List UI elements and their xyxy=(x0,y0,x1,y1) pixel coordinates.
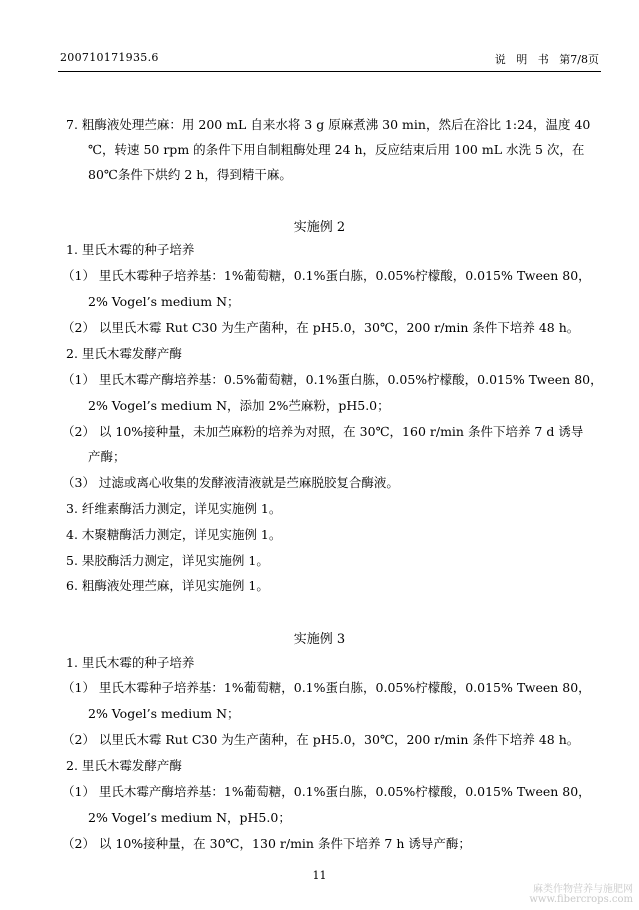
text-line: 2% Vogel’s medium N； xyxy=(88,294,240,309)
section-title-example-3: 实施例 3 xyxy=(293,632,346,647)
text-line: （1） 里氏木霉产酶培养基：0.5%葡萄糖，0.1%蛋白胨，0.05%柠檬酸，0.015% Tween 80， xyxy=(62,372,603,387)
header-label-2: 明 xyxy=(516,53,528,66)
text-line: （3） 过滤或离心收集的发酵液清液就是苎麻脱胶复合酶液。 xyxy=(62,475,399,490)
watermark-line-1: 麻类作物营养与施肥网 xyxy=(533,884,633,895)
text-line: ℃，转速 50 rpm 的条件下用自制粗酶处理 24 h，反应结束后用 100 mL 水洗 5 次，在 xyxy=(88,142,585,157)
text-line: 1. 里氏木霉的种子培养 xyxy=(66,655,195,670)
page-info: 第7/8页 xyxy=(559,53,599,66)
text-line: （2） 以里氏木霉 Rut C30 为生产菌种，在 pH5.0，30℃，200 r/min 条件下培养 48 h。 xyxy=(62,732,580,747)
text-line: 3. 纤维素酶活力测定，详见实施例 1。 xyxy=(66,501,282,516)
text-line: （2） 以 10%接种量，在 30℃，130 r/min 条件下培养 7 h 诱导产酶； xyxy=(62,836,471,851)
watermark-line-2: www.fibercrops.com xyxy=(529,894,633,905)
text-line: （2） 以 10%接种量，未加苎麻粉的培养为对照，在 30℃，160 r/min 条件下培养 7 d 诱导 xyxy=(62,424,584,439)
text-line: （2） 以里氏木霉 Rut C30 为生产菌种，在 pH5.0，30℃，200 r/min 条件下培养 48 h。 xyxy=(62,320,580,335)
text-line: 6. 粗酶液处理苎麻，详见实施例 1。 xyxy=(66,578,269,593)
text-line: 2% Vogel’s medium N，添加 2%苎麻粉，pH5.0； xyxy=(88,398,390,413)
text-line: 1. 里氏木霉的种子培养 xyxy=(66,242,195,257)
text-line: （1） 里氏木霉种子培养基：1%葡萄糖，0.1%蛋白胨，0.05%柠檬酸，0.015% Tween 80， xyxy=(62,268,591,283)
text-line: 2% Vogel’s medium N； xyxy=(88,706,240,721)
page-number: 11 xyxy=(312,869,327,882)
header-right xyxy=(488,51,599,67)
text-line: （1） 里氏木霉种子培养基：1%葡萄糖，0.1%蛋白胨，0.05%柠檬酸，0.015% Tween 80， xyxy=(62,680,591,695)
text-line: 5. 果胶酶活力测定，详见实施例 1。 xyxy=(66,553,269,568)
text-line: 产酶； xyxy=(88,449,126,464)
doc-number: 200710171935.6 xyxy=(60,51,159,64)
header-label-1: 说 xyxy=(494,53,506,66)
section-title-example-2: 实施例 2 xyxy=(293,220,346,235)
page-header xyxy=(60,51,599,69)
text-line: （1） 里氏木霉产酶培养基：1%葡萄糖，0.1%蛋白胨，0.05%柠檬酸，0.015% Tween 80， xyxy=(62,784,591,799)
text-line: 4. 木聚糖酶活力测定，详见实施例 1。 xyxy=(66,527,282,542)
header-label-3: 书 xyxy=(537,53,549,66)
text-line: 2% Vogel’s medium N，pH5.0； xyxy=(88,810,291,825)
text-line: 7. 粗酶液处理苎麻：用 200 mL 自来水将 3 g 原麻煮沸 30 min，然后在浴比 1:24，温度 40 xyxy=(66,117,591,132)
text-line: 2. 里氏木霉发酵产酶 xyxy=(66,758,182,773)
text-line: 2. 里氏木霉发酵产酶 xyxy=(66,346,182,361)
header-rule xyxy=(58,71,601,72)
text-line: 80℃条件下烘约 2 h，得到精干麻。 xyxy=(88,167,292,182)
